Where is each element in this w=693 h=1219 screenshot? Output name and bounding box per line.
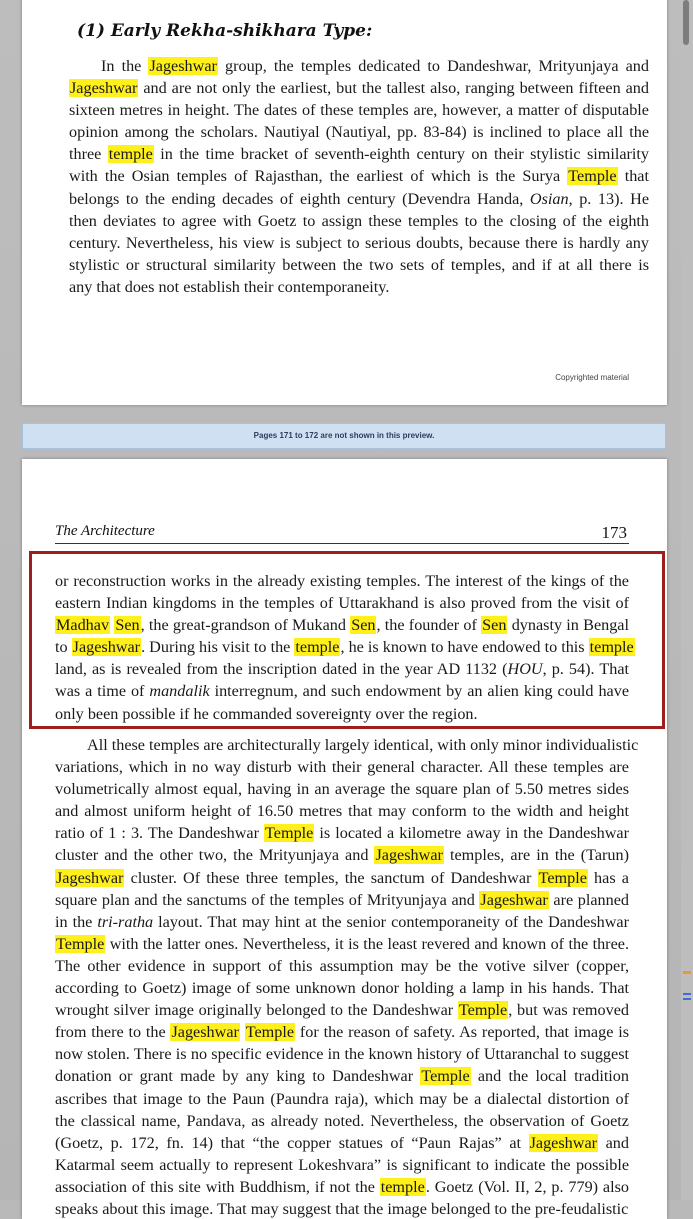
text-run: association of this site with Buddhism, if not the (55, 1177, 380, 1196)
italic-text: Osian (529, 189, 569, 208)
search-highlight: Temple (568, 167, 617, 186)
text-line (69, 188, 649, 210)
text-run: temples, are in the (Tarun) (443, 846, 629, 865)
text-run: from there to the (55, 1023, 171, 1042)
search-hit-marker (683, 971, 691, 974)
text-run: All these temples are architecturally largely identical, with only minor individualistic (87, 736, 639, 754)
scroll-thumb[interactable] (683, 0, 689, 45)
text-line (69, 143, 649, 165)
text-run: . During his visit to the (141, 638, 295, 657)
text-line (55, 844, 629, 866)
text-run: only been possible if he commanded sovereignty over the region. (55, 704, 478, 723)
text-run: that (617, 167, 649, 186)
text-run: wrought silver image originally belonged to the Dandeshwar (55, 1001, 458, 1020)
text-line (55, 999, 629, 1021)
search-highlight: Temple (421, 1067, 470, 1086)
text-line (55, 822, 629, 844)
text-line (55, 889, 629, 911)
text-line (55, 778, 629, 800)
text-run: with the Osian temples of Rajasthan, the earliest of which is the Surya (69, 167, 568, 186)
text-run: according to Goetz) image of some unknown donor holding a lamp in his hands. That (55, 979, 629, 998)
text-run: speaks about this image. That may suggest that the image belonged to the pre-feudalistic (55, 1199, 629, 1218)
text-line (69, 276, 649, 298)
text-run: the classical name, Pandava, as already noted. Nevertheless, the observation of Goetz (55, 1111, 629, 1130)
text-line (55, 756, 629, 778)
text-run: . Goetz (Vol. II, 2, p. 779) also (425, 1177, 630, 1196)
text-line (69, 55, 649, 77)
text-line (55, 1198, 629, 1219)
search-highlight: temple (295, 638, 340, 657)
text-run: The other evidence in support of this assumption may be the votive silver (copper, (55, 956, 629, 975)
text-run: three (69, 145, 108, 164)
text-run: now stolen. There is no specific evidence in the known history of Uttaranchal to suggest (55, 1045, 629, 1064)
text-run: has a (587, 868, 629, 887)
text-run: for the reason of safety. As reported, that image is (295, 1023, 629, 1042)
search-highlight: Sen (351, 616, 376, 635)
search-highlight: Temple (245, 1023, 295, 1042)
search-highlight: Temple (538, 868, 587, 887)
text-line (55, 1043, 629, 1065)
text-line (55, 734, 639, 756)
text-line (69, 99, 649, 121)
search-highlight: temple (108, 145, 153, 164)
text-run: then deviates to agree with Goetz to assign these temples to the closing of the eighth (69, 211, 649, 230)
text-line (69, 210, 649, 232)
search-highlight: Jageshwar (149, 57, 217, 75)
text-line (55, 977, 629, 999)
running-head: The Architecture (55, 523, 155, 539)
search-highlight: Sen (115, 616, 140, 635)
text-run: variations, which in no way disturb with their general character. All these temples are (55, 758, 629, 777)
text-run: , but was removed (508, 1001, 629, 1020)
text-run (240, 1023, 245, 1041)
paragraph-architecture (55, 734, 639, 1219)
text-run: are planned (548, 890, 629, 909)
text-run: In the (101, 57, 149, 75)
text-run: volumetrically almost equal, having in an average the square plan of 5.50 metres sides (55, 780, 629, 799)
text-line (55, 1021, 629, 1043)
text-run: eastern Indian kingdoms in the temples of Uttarakhand is also proved from the visit of (55, 594, 629, 613)
search-highlight: Temple (56, 934, 105, 953)
text-line (55, 933, 629, 955)
text-run: Katarmal seem actually to represent Lokeshvara” is significant to indicate the possible (55, 1155, 629, 1174)
text-run: and are not only the earliest, but the tallest also, ranging between fifteen and (138, 79, 649, 98)
page-number: 173 (601, 523, 627, 542)
text-run: group, the temples dedicated to Dandeshwar, Mrityunjaya and (217, 57, 649, 75)
text-line (55, 911, 629, 933)
text-run: century. Nevertheless, his view is subject to serious doubts, because there is hardly any (69, 233, 649, 252)
paragraph-rekha-shikhara (69, 55, 649, 298)
search-highlight: Jageshwar (480, 890, 548, 909)
search-highlight: Jageshwar (70, 79, 138, 98)
text-run: , he is known to have endowed to this (340, 638, 589, 657)
text-line (55, 1065, 629, 1087)
text-run: , p. 54). That (542, 660, 630, 679)
text-run: dynasty in Bengal (507, 616, 629, 635)
text-run: , the founder of (376, 616, 482, 635)
text-run: layout. That may hint at the senior contemporaneity of the Dandeshwar (153, 912, 630, 931)
text-run: and (598, 1133, 629, 1152)
text-run: land, as is revealed from the inscription dated in the year AD 1132 ( (55, 660, 508, 679)
italic-text: HOU (507, 660, 543, 679)
search-hit-marker (683, 993, 691, 995)
search-highlight: Jageshwar (72, 638, 141, 657)
text-run: ascribes that image to the Paun (Paundra raja), which may be a dialectal distortion of (55, 1089, 629, 1108)
annotation-box (29, 551, 665, 729)
search-highlight: Jageshwar (375, 846, 443, 865)
text-run: , p. 13). He (568, 189, 650, 208)
search-highlight: Jageshwar (56, 868, 124, 887)
copyright-notice: Copyrighted material (555, 373, 629, 382)
text-line (69, 121, 649, 143)
search-hit-marker (683, 998, 691, 1000)
text-run: square plan and the sanctums of the temples of Mrityunjaya and (55, 890, 480, 909)
vertical-scrollbar[interactable] (681, 0, 693, 1200)
pages-not-shown-banner: Pages 171 to 172 are not shown in this preview. (22, 423, 666, 449)
search-highlight: temple (589, 638, 634, 657)
italic-text: mandalik (149, 682, 210, 701)
text-run: with the latter ones. Nevertheless, it is the least revered and known of the three. (105, 934, 629, 953)
text-line (55, 1132, 629, 1154)
text-run: donation or grant made by any king to Dandeshwar (55, 1067, 421, 1086)
text-line (55, 1088, 629, 1110)
text-line (69, 232, 649, 254)
italic-text: tri-ratha (97, 912, 154, 931)
text-run: and the local tradition (470, 1067, 629, 1086)
search-highlight: Temple (458, 1001, 508, 1020)
text-line (55, 955, 629, 977)
text-run: in the time bracket of seventh-eighth century on their stylistic similarity (153, 145, 649, 164)
search-highlight: Madhav (56, 616, 110, 635)
text-run: in the (55, 912, 98, 931)
text-run: or reconstruction works in the already existing temples. The interest of the kings of the (55, 572, 629, 590)
search-highlight: Jageshwar (171, 1023, 239, 1042)
text-line (55, 800, 629, 822)
text-run: (Goetz, p. 172, fn. 14) that “the copper statues of “Paun Rajas” at (55, 1133, 529, 1152)
text-run: and almost uniform height of 16.50 metres that may conform to the width and height (55, 802, 629, 821)
text-run: , the great-grandson of Mukand (140, 616, 351, 635)
text-line (69, 165, 649, 187)
search-highlight: Sen (482, 616, 507, 635)
text-line (55, 867, 629, 889)
section-heading: (1) Early Rekha-shikhara Type: (77, 21, 373, 41)
search-highlight: Temple (265, 824, 314, 843)
text-line (55, 1110, 629, 1132)
search-highlight: Jageshwar (529, 1133, 598, 1152)
page-preview-top (22, 0, 667, 405)
text-line (69, 77, 649, 99)
text-run: is located a kilometre away in the Dandeshwar (314, 824, 629, 843)
text-run: stylistic or structural similarity between the two sets of temples, and if at all there is (69, 255, 649, 274)
text-line (55, 1154, 629, 1176)
text-run: any that does not establish their contemporaneity. (69, 277, 390, 296)
search-highlight: temple (380, 1177, 425, 1196)
text-line (69, 254, 649, 276)
text-run: sixteen metres in height. The dates of these temples are, however, a matter of disputable (69, 101, 649, 120)
text-run: interregnum, and such endowment by an alien king could have (209, 682, 629, 701)
text-run: opinion among the scholars. Nautiyal (Nautiyal, pp. 83-84) is inclined to place all the (69, 123, 649, 142)
text-run: was a time of (55, 682, 150, 701)
text-run: cluster. Of these three temples, the sanctum of Dandeshwar (124, 868, 538, 887)
header-rule (55, 543, 629, 544)
text-line (55, 1176, 629, 1198)
text-run: belongs to the ending decades of eighth century (Devendra Handa, (69, 189, 530, 208)
text-run: to (55, 638, 72, 657)
text-run: cluster and the other two, the Mrityunjaya and (55, 846, 375, 865)
text-run: ratio of 1 : 3. The Dandeshwar (55, 824, 265, 843)
